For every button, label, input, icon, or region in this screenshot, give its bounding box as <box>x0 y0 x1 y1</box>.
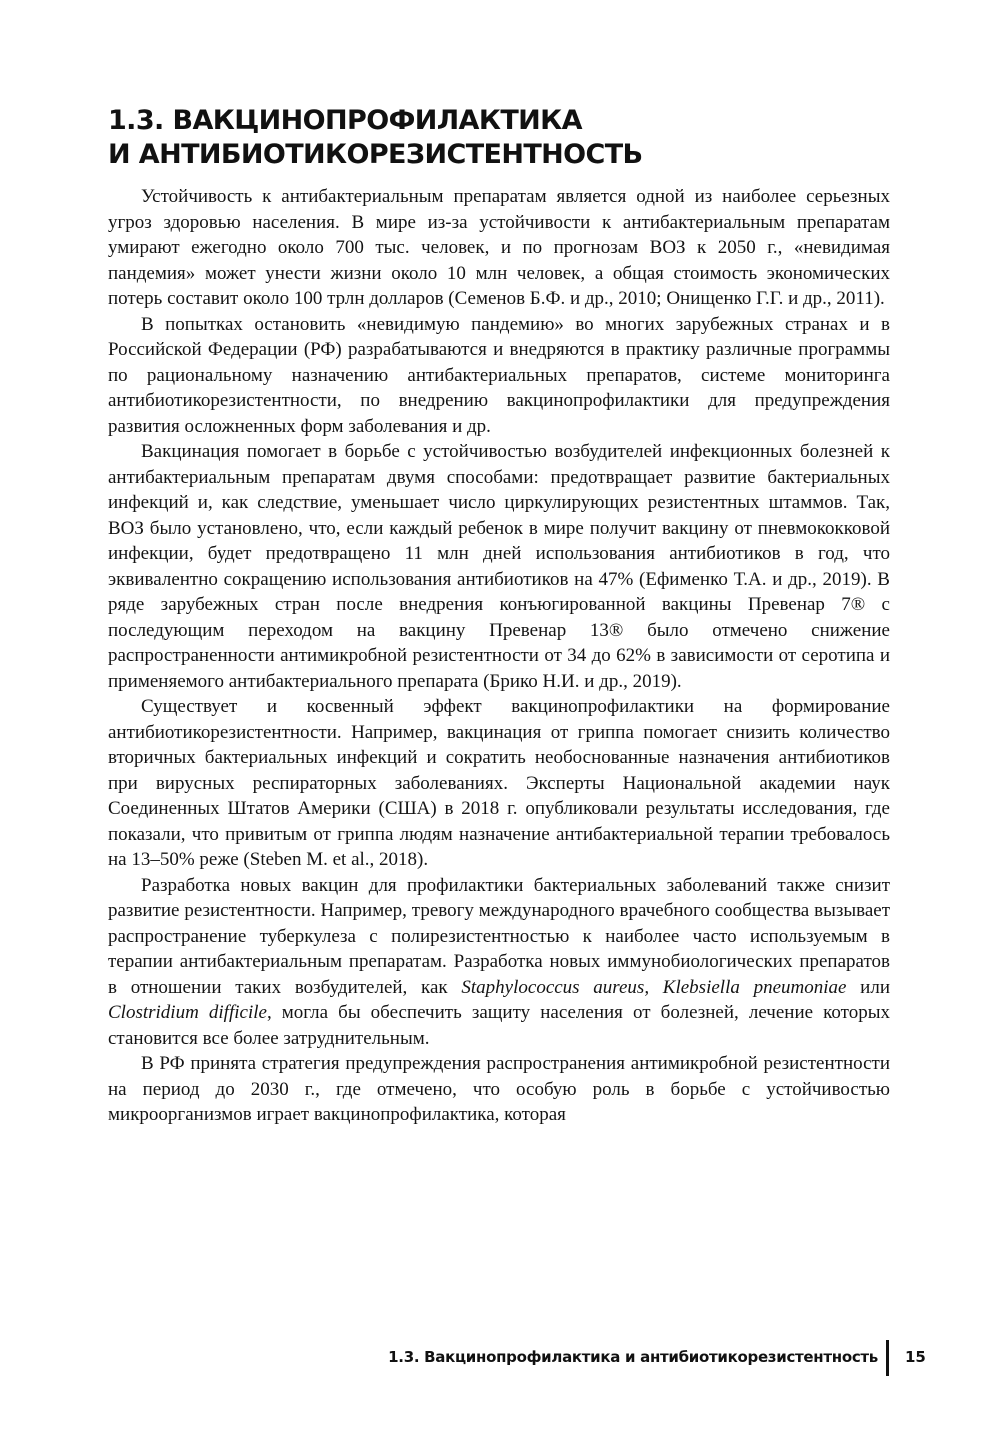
species-names-1: Staphylococcus aureus, Klebsiella pneumoniae <box>461 976 847 998</box>
paragraph-1: Устойчивость к антибактериальным препаратам является одной из наиболее серьезных угроз здоровью населения. В мире из-за устойчивости к антибактериальным препаратам умирают ежегодно около 700 тыс. человек, и по прогнозам ВОЗ к 2050 г., «невидимая пандемия» может унести жизни около 10 млн человек, а общая стоимость экономических потерь составит около 100 трлн долларов (Семенов Б.Ф. и др., 2010; Онищенко Г.Г. и др., 2011). <box>108 186 890 309</box>
paragraph-5-end: , могла бы обеспечить защиту населения от болезней, лечение которых становится все более затруднительным. <box>108 1002 890 1049</box>
paragraph-5 <box>108 873 890 1052</box>
paragraph-5-or: или <box>846 976 890 998</box>
footer-divider <box>886 1340 889 1376</box>
paragraph-2: В попытках остановить «невидимую пандемию» во многих зарубежных странах и в Российской Федерации (РФ) разрабатываются и внедряются в практику различные программы по рациональному назначению антибактериальных препаратов, системе мониторинга антибиотикорезистентности, по внедрению вакцинопрофилактики для предупреждения развития осложненных форм заболевания и др. <box>108 313 890 437</box>
species-names-2: Clostridium difficile <box>108 1002 267 1023</box>
page-footer <box>0 1340 1000 1380</box>
section-title-line-2: И АНТИБИОТИКОРЕЗИСТЕНТНОСТЬ <box>108 139 643 170</box>
section-title-line-1: 1.3. ВАКЦИНОПРОФИЛАКТИКА <box>108 105 582 136</box>
paragraph-4: Существует и косвенный эффект вакцинопрофилактики на формирование антибиотикорезистентности. Например, вакцинация от гриппа помогает снизить количество вторичных бактериальных инфекций и сократить необоснованные назначения антибиотиков при вирусных респираторных заболеваниях. Эксперты Национальной академии наук Соединенных Штатов Америки (США) в 2018 г. опубликовали результаты исследования, где показали, что привитым от гриппа людям назначение антибактериальной терапии требовалось на 13–50% реже (Steben M. et al., 2018). <box>108 696 890 870</box>
body-text <box>108 184 890 1128</box>
running-head: 1.3. Вакцинопрофилактика и антибиотикорезистентность <box>388 1348 878 1366</box>
paragraph-3: Вакцинация помогает в борьбе с устойчивостью возбудителей инфекционных болезней к антибактериальным препаратам двумя способами: предотвращает развитие бактериальных инфекций и, как следствие, уменьшает число циркулирующих резистентных штаммов. Так, ВОЗ было установлено, что, если каждый ребенок в мире получит вакцину от пневмококковой инфекции, будет предотвращено 11 млн дней использования антибиотиков в год, что эквивалентно сокращению использования антибиотиков на 47% (Ефименко Т.А. и др., 2019). В ряде зарубежных стран после внедрения конъюгированной вакцины Превенар 7® с последующим переходом на вакцину Превенар 13® было отмечено снижение распространенности антимикробной резистентности от 34 до 62% в зависимости от серотипа и применяемого антибактериального препарата (Брико Н.И. и др., 2019). <box>108 441 890 692</box>
paragraph-5-start: Разработка новых вакцин для профилактики бактериальных заболеваний также снизит развитие резистентности. Например, тревогу международного врачебного сообщества вызывает распространение туберкулеза с полирезистентностью к наиболее часто используемым в терапии антибактериальным препаратам. Разработка новых иммунобиологических препаратов в отношении таких возбудителей, как <box>108 874 890 998</box>
paragraph-6: В РФ принята стратегия предупреждения распространения антимикробной резистентности на период до 2030 г., где отмечено, что особую роль в борьбе с устойчивостью микроорганизмов играет вакцинопрофилактика, которая <box>108 1053 890 1125</box>
section-title <box>108 104 890 172</box>
page-content <box>108 104 890 1128</box>
page-number: 15 <box>905 1348 926 1366</box>
